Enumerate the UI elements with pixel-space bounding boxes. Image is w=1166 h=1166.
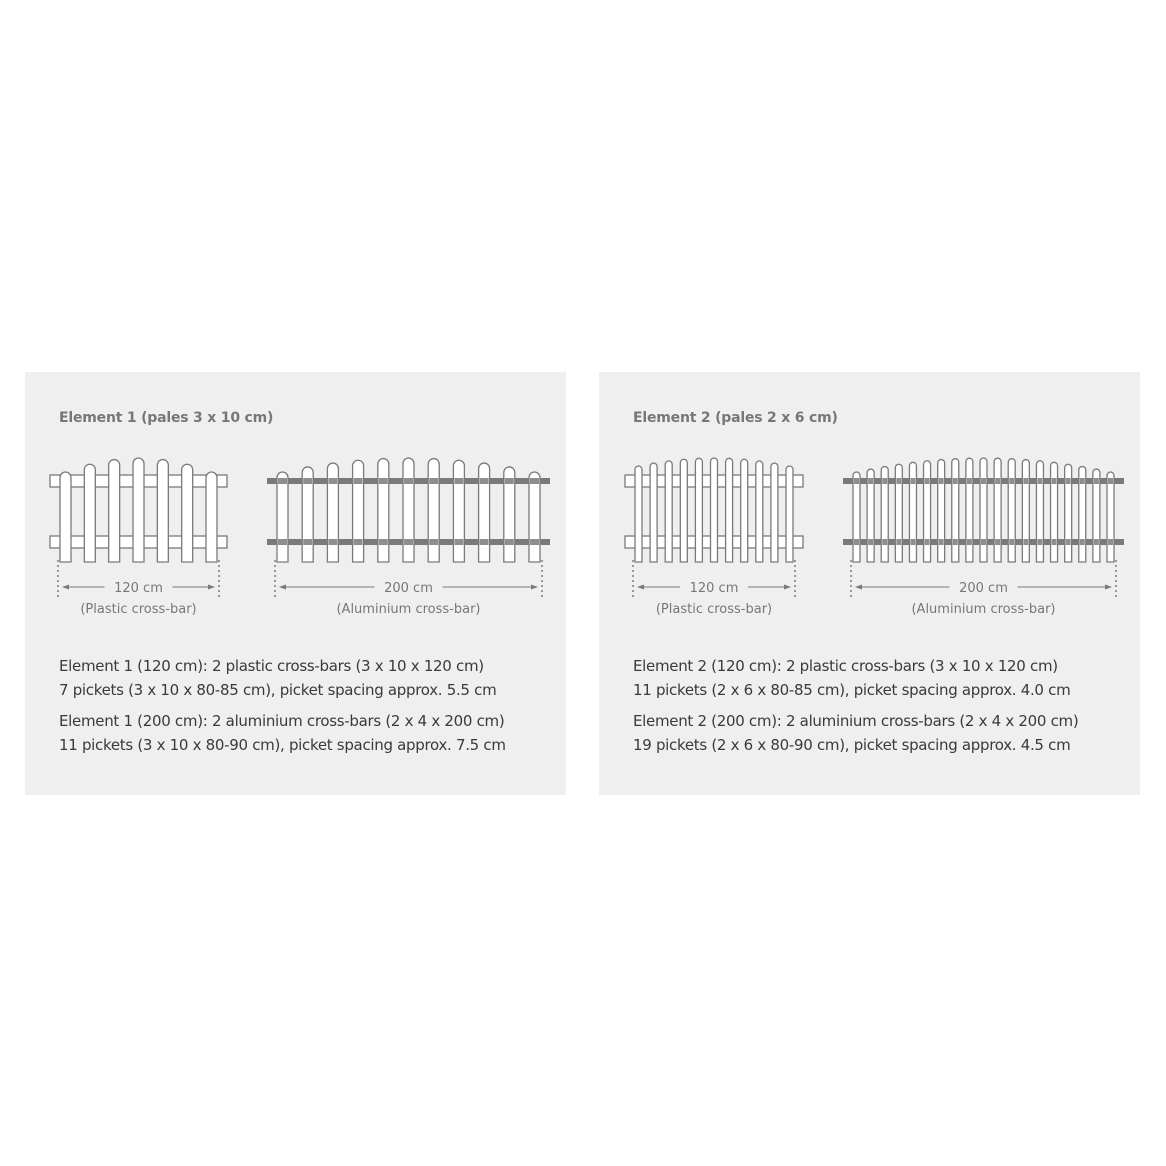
picket bbox=[109, 460, 120, 562]
element-2-panel bbox=[599, 372, 1140, 795]
picket bbox=[952, 459, 959, 562]
picket bbox=[771, 463, 778, 562]
cross-bar-segment bbox=[303, 539, 312, 545]
picket bbox=[1036, 461, 1043, 562]
arrow-right-icon bbox=[208, 585, 215, 590]
fence-diagrams bbox=[599, 372, 1140, 632]
width-label: 200 cm bbox=[384, 581, 433, 596]
fence-120cm bbox=[50, 458, 227, 617]
picket bbox=[529, 472, 540, 562]
cross-bar-segment bbox=[939, 478, 944, 484]
spec-block-200cm bbox=[59, 709, 559, 757]
cross-bar-segment bbox=[328, 478, 337, 484]
spec-line: 11 pickets (3 x 10 x 80-90 cm), picket spacing approx. 7.5 cm bbox=[59, 736, 506, 754]
spec-block-120cm bbox=[59, 654, 559, 702]
picket bbox=[994, 458, 1001, 562]
picket bbox=[635, 466, 642, 562]
cross-bar-segment bbox=[1066, 539, 1071, 545]
cross-bar-segment bbox=[328, 539, 337, 545]
cross-bar-segment bbox=[868, 539, 873, 545]
arrow-right-icon bbox=[784, 585, 791, 590]
cross-bar-segment bbox=[354, 478, 363, 484]
fence-200cm bbox=[267, 458, 550, 617]
spec-line: Element 2 (200 cm): 2 aluminium cross-bars (2 x 4 x 200 cm) bbox=[633, 712, 1079, 730]
picket bbox=[206, 472, 217, 562]
picket bbox=[182, 464, 193, 562]
picket bbox=[726, 458, 733, 562]
cross-bar-segment bbox=[1009, 539, 1014, 545]
picket bbox=[133, 458, 144, 562]
cross-bar-segment bbox=[910, 478, 915, 484]
width-label: 200 cm bbox=[959, 581, 1008, 596]
cross-bar-segment bbox=[910, 539, 915, 545]
crossbar-label: (Plastic cross-bar) bbox=[655, 602, 773, 617]
picket bbox=[1051, 462, 1058, 562]
picket bbox=[786, 466, 793, 562]
arrow-left-icon bbox=[279, 585, 286, 590]
cross-bar-segment bbox=[1066, 478, 1071, 484]
cross-bar-segment bbox=[505, 539, 514, 545]
cross-bar-segment bbox=[379, 539, 388, 545]
cross-bar-segment bbox=[1080, 539, 1085, 545]
arrow-right-icon bbox=[531, 585, 538, 590]
picket bbox=[1107, 472, 1114, 562]
picket bbox=[157, 460, 168, 562]
cross-bar-segment bbox=[896, 478, 901, 484]
cross-bar-segment bbox=[953, 478, 958, 484]
picket bbox=[84, 464, 95, 562]
arrow-left-icon bbox=[855, 585, 862, 590]
cross-bar-segment bbox=[882, 539, 887, 545]
cross-bar-segment bbox=[981, 478, 986, 484]
spec-line: Element 1 (200 cm): 2 aluminium cross-bars (2 x 4 x 200 cm) bbox=[59, 712, 505, 730]
cross-bar-segment bbox=[1108, 478, 1113, 484]
spec-line: Element 1 (120 cm): 2 plastic cross-bars (3 x 10 x 120 cm) bbox=[59, 657, 484, 675]
cross-bar-segment bbox=[278, 478, 287, 484]
crossbar-label: (Aluminium cross-bar) bbox=[336, 602, 481, 617]
cross-bar-segment bbox=[454, 539, 463, 545]
picket bbox=[479, 463, 490, 562]
picket bbox=[353, 460, 364, 562]
cross-bar-segment bbox=[854, 478, 859, 484]
cross-bar-segment bbox=[530, 539, 539, 545]
cross-bar-segment bbox=[925, 478, 930, 484]
cross-bar-segment bbox=[505, 478, 514, 484]
cross-bar-segment bbox=[939, 539, 944, 545]
spec-line: 11 pickets (2 x 6 x 80-85 cm), picket spacing approx. 4.0 cm bbox=[633, 681, 1071, 699]
cross-bar-segment bbox=[967, 478, 972, 484]
picket bbox=[938, 460, 945, 562]
width-label: 120 cm bbox=[689, 581, 739, 596]
cross-bar-segment bbox=[925, 539, 930, 545]
picket bbox=[924, 461, 931, 562]
cross-bar-segment bbox=[429, 478, 438, 484]
picket bbox=[60, 472, 71, 562]
picket bbox=[665, 461, 672, 562]
spec-block-120cm bbox=[633, 654, 1133, 702]
cross-bar-segment bbox=[480, 539, 489, 545]
picket bbox=[277, 472, 288, 562]
cross-bar-segment bbox=[896, 539, 901, 545]
cross-bar-segment bbox=[480, 478, 489, 484]
cross-bar-segment bbox=[1052, 478, 1057, 484]
cross-bar-segment bbox=[882, 478, 887, 484]
cross-bar-segment bbox=[1108, 539, 1113, 545]
picket bbox=[403, 458, 414, 562]
cross-bar-segment bbox=[379, 478, 388, 484]
cross-bar-segment bbox=[868, 478, 873, 484]
picket bbox=[428, 459, 439, 562]
panel-heading: Element 2 (pales 2 x 6 cm) bbox=[633, 410, 838, 426]
spec-line: 7 pickets (3 x 10 x 80-85 cm), picket spacing approx. 5.5 cm bbox=[59, 681, 497, 699]
arrow-left-icon bbox=[637, 585, 644, 590]
spec-line: 19 pickets (2 x 6 x 80-90 cm), picket spacing approx. 4.5 cm bbox=[633, 736, 1071, 754]
picket bbox=[756, 461, 763, 562]
picket bbox=[680, 459, 687, 562]
picket bbox=[741, 459, 748, 562]
picket bbox=[695, 458, 702, 562]
cross-bar-segment bbox=[454, 478, 463, 484]
picket bbox=[453, 460, 464, 562]
picket bbox=[711, 458, 718, 562]
width-label: 120 cm bbox=[114, 581, 163, 596]
picket bbox=[966, 458, 973, 562]
fence-200cm bbox=[843, 458, 1124, 617]
cross-bar-segment bbox=[854, 539, 859, 545]
picket bbox=[650, 463, 657, 562]
cross-bar-segment bbox=[429, 539, 438, 545]
cross-bar-segment bbox=[1023, 539, 1028, 545]
cross-bar-segment bbox=[354, 539, 363, 545]
cross-bar-segment bbox=[303, 478, 312, 484]
picket bbox=[909, 462, 916, 562]
cross-bar-segment bbox=[953, 539, 958, 545]
arrow-right-icon bbox=[1105, 585, 1112, 590]
cross-bar-segment bbox=[995, 539, 1000, 545]
fence-120cm bbox=[625, 458, 803, 617]
cross-bar-segment bbox=[995, 478, 1000, 484]
crossbar-label: (Plastic cross-bar) bbox=[80, 602, 197, 617]
cross-bar-segment bbox=[1052, 539, 1057, 545]
cross-bar-segment bbox=[981, 539, 986, 545]
picket bbox=[853, 472, 860, 562]
cross-bar-segment bbox=[1094, 539, 1099, 545]
cross-bar-segment bbox=[278, 539, 287, 545]
arrow-left-icon bbox=[62, 585, 69, 590]
crossbar-label: (Aluminium cross-bar) bbox=[911, 602, 1056, 617]
cross-bar-segment bbox=[967, 539, 972, 545]
element-1-panel bbox=[25, 372, 566, 795]
picket bbox=[980, 458, 987, 562]
cross-bar-segment bbox=[1009, 478, 1014, 484]
cross-bar-segment bbox=[404, 539, 413, 545]
cross-bar-segment bbox=[1023, 478, 1028, 484]
panel-heading: Element 1 (pales 3 x 10 cm) bbox=[59, 410, 274, 426]
picket bbox=[327, 463, 338, 562]
spec-line: Element 2 (120 cm): 2 plastic cross-bars (3 x 10 x 120 cm) bbox=[633, 657, 1058, 675]
picket bbox=[1022, 460, 1029, 562]
cross-bar-segment bbox=[530, 478, 539, 484]
spec-block-200cm bbox=[633, 709, 1133, 757]
cross-bar-segment bbox=[404, 478, 413, 484]
fence-diagrams bbox=[25, 372, 566, 632]
picket bbox=[1008, 459, 1015, 562]
cross-bar-segment bbox=[1094, 478, 1099, 484]
cross-bar-segment bbox=[1080, 478, 1085, 484]
cross-bar-segment bbox=[1037, 478, 1042, 484]
cross-bar-segment bbox=[1037, 539, 1042, 545]
picket bbox=[378, 459, 389, 562]
